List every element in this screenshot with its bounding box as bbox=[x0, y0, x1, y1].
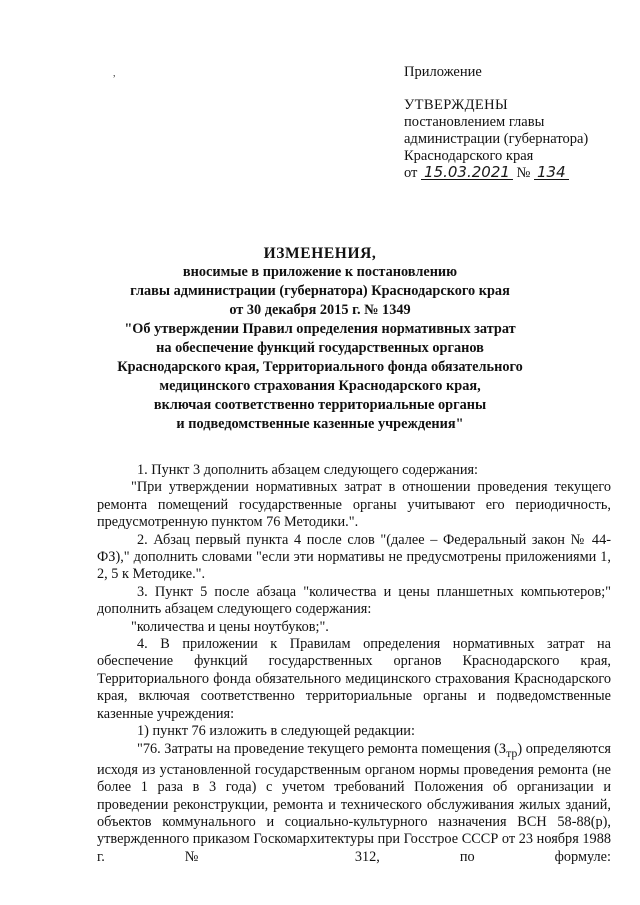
paragraph-2: "При утверждении нормативных затрат в отношении проведения текущего ремонта помещений государственные органы учитывают его периодичность, предусмотренную пунктом 76 Методики.". bbox=[97, 479, 611, 531]
subscript-tr: тр bbox=[506, 745, 518, 760]
handwritten-number: 134 bbox=[534, 165, 569, 180]
handwritten-date: 15.03.2021 bbox=[421, 165, 513, 180]
document-body bbox=[97, 462, 611, 866]
title-line-7: медицинского страхования Краснодарского края, bbox=[159, 378, 481, 394]
title-heading: ИЗМЕНЕНИЯ, bbox=[263, 245, 377, 262]
paragraph-5: "количества и цены ноутбуков;". bbox=[131, 618, 329, 635]
approval-line-3: Краснодарского края bbox=[404, 148, 534, 164]
number-prefix: № bbox=[516, 165, 531, 181]
approval-line-1: постановлением главы bbox=[404, 114, 545, 130]
title-line-1: вносимые в приложение к постановлению bbox=[182, 264, 458, 280]
paragraph-4: 3. Пункт 5 после абзаца "количества и цены планшетных компьютеров;" дополнить абзацем следующего содержания: bbox=[97, 583, 611, 618]
paragraph-8-start: "76. Затраты на проведение текущего ремонта помещения (З bbox=[137, 740, 507, 757]
paragraph-8-end: ) определяются исходя из установленной государственным органом нормы проведения ремонта (не более 1 раза в 3 года) с учетом требований Положения об организации и проведении реконструкции, ремонта и технического обслуживания жилых зданий, объектов коммунального и социально-культурного назначения ВСН 58-88(р), утвержденного приказом Госкомархитектуры при Госстрое СССР от 23 ноября 1988 г. № 312, по формуле: bbox=[97, 740, 612, 865]
title-line-3: от 30 декабря 2015 г. № 1349 bbox=[229, 302, 411, 318]
title-line-6: Краснодарского края, Территориального фонда обязательного bbox=[117, 359, 523, 375]
paragraph-3: 2. Абзац первый пункта 4 после слов "(далее – Федеральный закон № 44-ФЗ)," дополнить словами "если эти нормативы не предусмотрены приложениями 1, 2, 5 к Методике.". bbox=[97, 531, 611, 583]
title-line-5: на обеспечение функций государственных органов bbox=[156, 340, 484, 356]
title-line-8: включая соответственно территориальные органы bbox=[153, 397, 487, 413]
scan-mark: , bbox=[113, 68, 116, 79]
paragraph-6: 4. В приложении к Правилам определения нормативных затрат на обеспечение функций государственных органов Краснодарского края, Территориального фонда обязательного медицинского страхования Краснодарского края, включая соответственно территориальные органы и подведомственные казенные учреждения: bbox=[97, 636, 611, 722]
paragraph-8 bbox=[97, 741, 611, 867]
paragraph-1: 1. Пункт 3 дополнить абзацем следующего содержания: bbox=[137, 462, 479, 478]
title-line-4: "Об утверждении Правил определения нормативных затрат bbox=[124, 321, 516, 337]
paragraph-7: 1) пункт 76 изложить в следующей редакции: bbox=[137, 723, 415, 740]
date-prefix: от bbox=[404, 165, 418, 181]
document-title bbox=[60, 244, 580, 434]
approved-heading: УТВЕРЖДЕНЫ bbox=[404, 97, 509, 113]
approval-block bbox=[404, 64, 629, 182]
approval-date-line bbox=[404, 165, 629, 182]
title-line-2: главы администрации (губернатора) Краснодарского края bbox=[130, 283, 510, 299]
approval-line-2: администрации (губернатора) bbox=[404, 131, 589, 147]
title-line-9: и подведомственные казенные учреждения" bbox=[176, 416, 464, 432]
appendix-label: Приложение bbox=[404, 64, 482, 80]
